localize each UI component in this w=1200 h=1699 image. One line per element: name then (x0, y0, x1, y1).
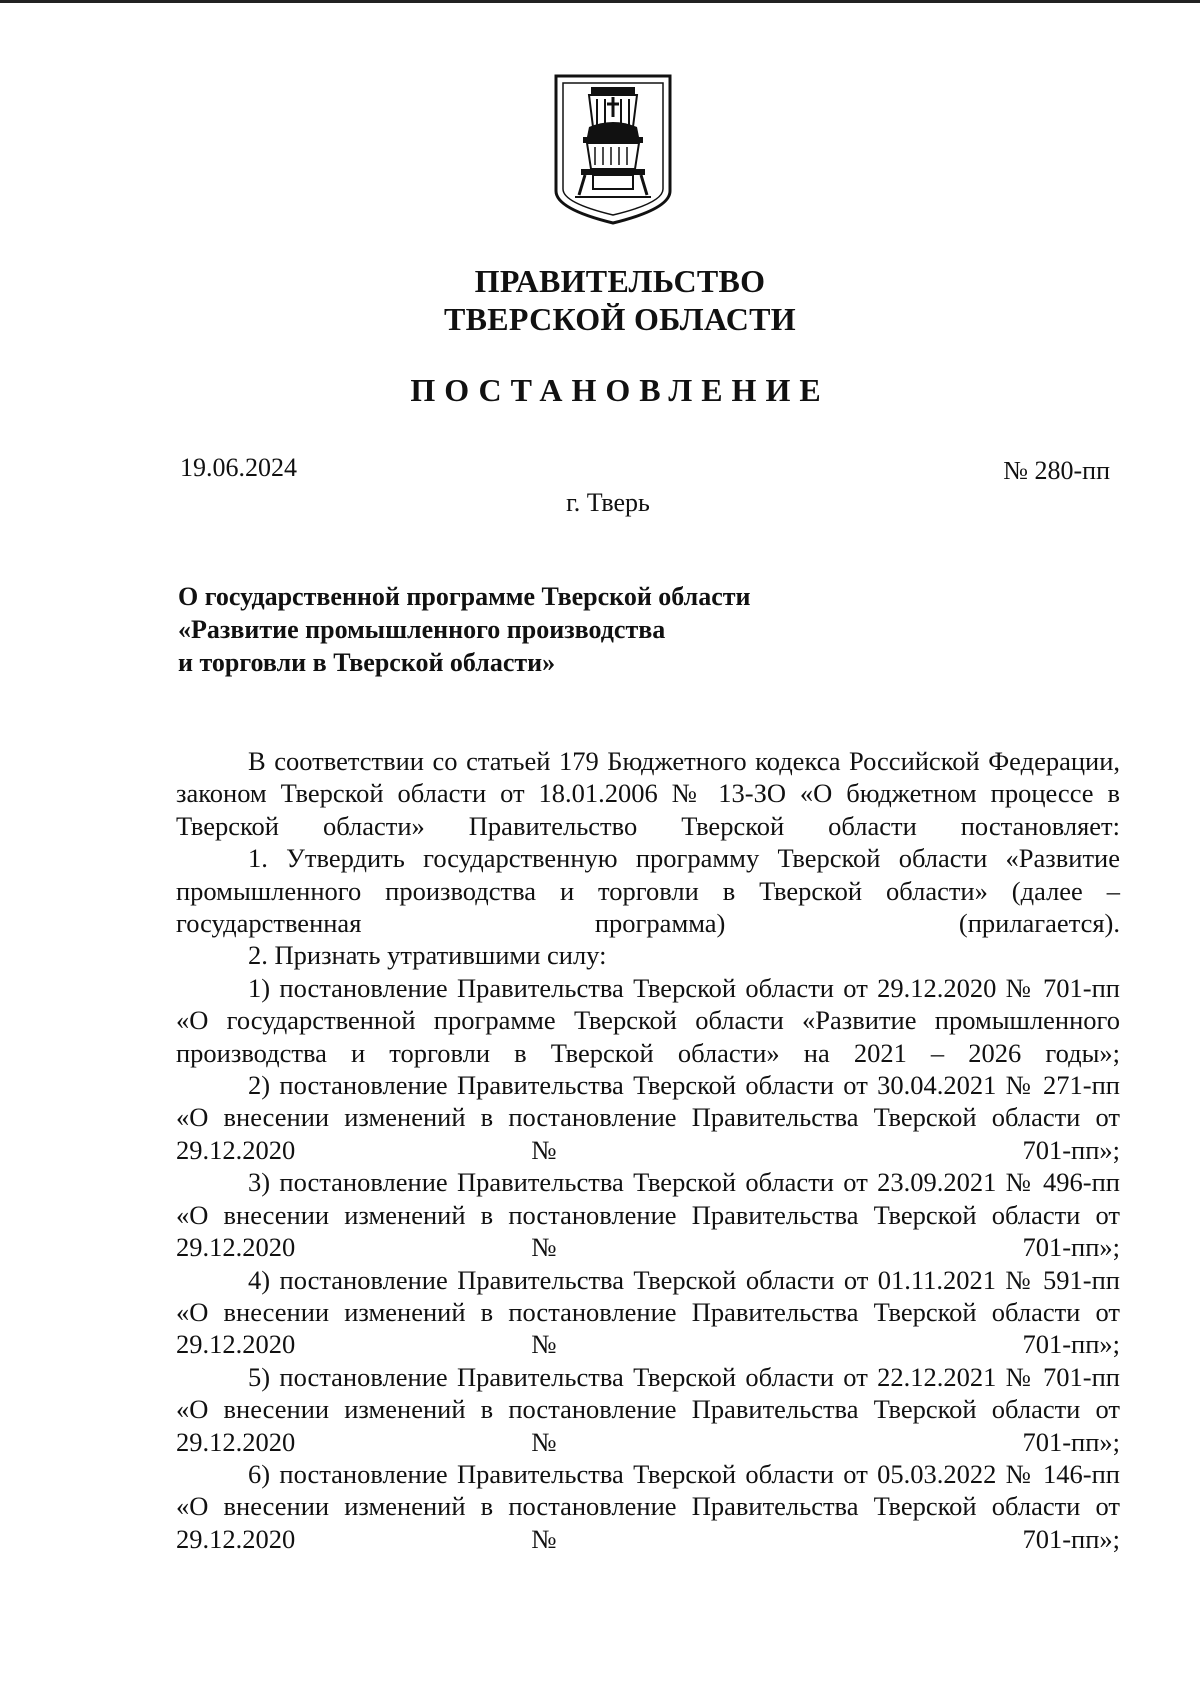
organization-name-line2: ТВЕРСКОЙ ОБЛАСТИ (443, 301, 797, 337)
document-city: г. Тверь (566, 488, 650, 517)
paragraph-subitem-5 (176, 1361, 1120, 1458)
document-subject (178, 580, 938, 679)
subject-line: «Развитие промышленного производства (178, 615, 666, 644)
body-line: промышленного производства и торговли в Тверской области» на 2021 – (176, 1005, 1120, 1068)
organization-name-line1: ПРАВИТЕЛЬСТВО (474, 263, 766, 299)
body-line: № 701-пп «О внесении изменений в постановление Правительства Тверской (176, 1361, 1120, 1425)
body-line: 1. Утвердить государственную программу Тверской области «Развитие (248, 843, 1120, 874)
paragraph-subitem-4 (176, 1264, 1120, 1361)
paragraph-subitem-2 (176, 1069, 1120, 1166)
subject-line: О государственной программе Тверской области (178, 582, 751, 611)
document-number: № 280-пп (1003, 456, 1110, 485)
body-line: 3) постановление Правительства Тверской области от 23.09.2021 (248, 1167, 997, 1198)
paragraph-item-2 (176, 939, 1120, 971)
body-line: 6) постановление Правительства Тверской области от 05.03.2022 (248, 1458, 997, 1489)
body-line: области от 29.12.2020 № 701-пп»; (176, 1296, 1121, 1360)
body-line: области от 29.12.2020 № 701-пп»; (176, 1199, 1121, 1263)
body-line: 5) постановление Правительства Тверской области от 22.12.2021 (248, 1361, 997, 1392)
scan-top-edge (0, 0, 1200, 3)
body-line: 2. Признать утратившими силу: (248, 940, 607, 971)
body-line: области от 29.12.2020 № 701-пп»; (176, 1491, 1121, 1554)
body-line: 2026 годы»; (968, 1037, 1120, 1068)
document-body (176, 745, 1120, 1555)
paragraph-preamble (176, 745, 1120, 842)
document-type-title: ПОСТАНОВЛЕНИЕ (410, 372, 830, 408)
body-line: области от 29.12.2020 № 701-пп»; (176, 1394, 1121, 1457)
tver-coat-of-arms-icon (553, 73, 673, 225)
body-line: 4) постановление Правительства Тверской области от 01.11.2021 (248, 1264, 997, 1295)
body-line: 1) постановление Правительства Тверской области от 29.12.2020 (248, 972, 997, 1003)
body-line: государственная программа) (прилагается). (176, 908, 1120, 939)
paragraph-subitem-6 (176, 1458, 1120, 1555)
document-date: 19.06.2024 (180, 453, 297, 482)
body-line: Федерации, законом Тверской области от 18.01.2006 № 13-ЗО «О бюджетном (176, 746, 1121, 809)
body-line: № 271-пп «О внесении изменений в постановление Правительства Тверской (176, 1070, 1120, 1133)
body-line: № 701-пп «О государственной программе Тверской области «Развитие (176, 972, 1120, 1036)
subject-line: и торговли в Тверской области» (178, 648, 556, 677)
body-line: области от 29.12.2020 № 701-пп»; (176, 1102, 1121, 1165)
body-line: № 146-пп «О внесении изменений в постановление Правительства Тверской (176, 1458, 1120, 1522)
body-line: В соответствии со статьей 179 Бюджетного кодекса Российской (248, 746, 980, 776)
body-line: № 496-пп «О внесении изменений в постановление Правительства Тверской (176, 1167, 1120, 1230)
body-line: промышленного производства и торговли в Тверской области» (далее – (176, 875, 1120, 906)
paragraph-subitem-1 (176, 972, 1120, 1069)
paragraph-subitem-3 (176, 1166, 1120, 1263)
body-line: № 591-пп «О внесении изменений в постановление Правительства Тверской (176, 1264, 1120, 1327)
body-line: 2) постановление Правительства Тверской области от 30.04.2021 (248, 1070, 997, 1101)
paragraph-item-1 (176, 842, 1120, 939)
body-line: процессе в Тверской области» Правительство Тверской области постановляет: (176, 778, 1120, 841)
